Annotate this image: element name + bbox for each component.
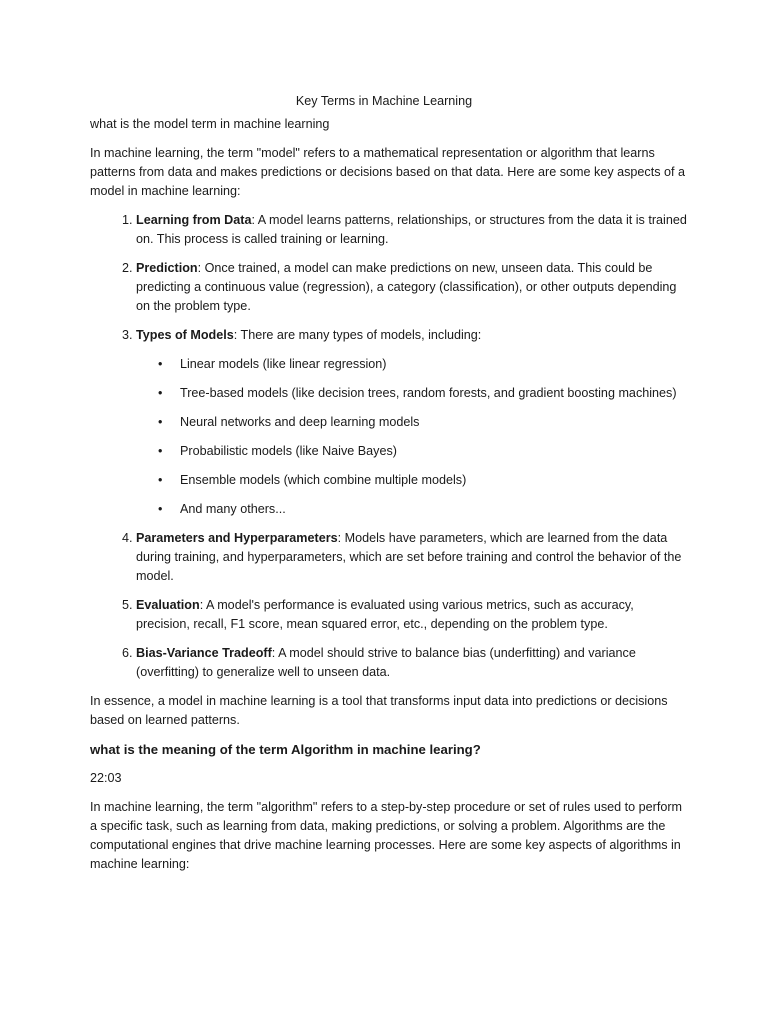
aspect-term: Prediction (136, 261, 198, 275)
question-model-term: what is the model term in machine learning (90, 117, 330, 131)
model-type-label: Neural networks and deep learning models (180, 415, 420, 429)
model-type-label: And many others... (180, 502, 286, 516)
aspect-text: : A model's performance is evaluated using various metrics, such as accuracy, precision, recall, F1 score, mean squared error, etc., depending on the problem type. (136, 598, 634, 631)
question-algorithm-heading: what is the meaning of the term Algorithm in machine learing? (90, 742, 481, 757)
bullet-icon: • (158, 415, 163, 429)
timestamp: 22:03 (90, 771, 122, 785)
aspect-term: Types of Models (136, 328, 234, 342)
bullet-icon: • (158, 386, 163, 400)
bullet-icon: • (158, 473, 163, 487)
model-type-item (158, 442, 688, 461)
aspect-item-learning (136, 211, 688, 249)
aspect-item-prediction (136, 259, 688, 316)
model-type-label: Probabilistic models (like Naive Bayes) (180, 444, 397, 458)
model-type-item (158, 500, 688, 519)
aspect-item-evaluation (136, 596, 688, 634)
model-type-label: Linear models (like linear regression) (180, 357, 387, 371)
aspect-term: Bias-Variance Tradeoff (136, 646, 272, 660)
document-title: Key Terms in Machine Learning (295, 94, 473, 108)
aspect-term: Parameters and Hyperparameters (136, 531, 338, 545)
aspect-text: : A model learns patterns, relationships, or structures from the data it is trained on. This process is called training or learning. (136, 213, 687, 246)
model-types-list (136, 355, 688, 519)
model-summary-paragraph: In essence, a model in machine learning is a tool that transforms input data into predictions or decisions based on learned patterns. (90, 694, 668, 727)
aspect-text: : There are many types of models, including: (233, 328, 482, 342)
model-type-item (158, 471, 688, 490)
model-type-label: Tree-based models (like decision trees, random forests, and gradient boosting machines) (180, 386, 677, 400)
aspect-term: Evaluation (136, 598, 200, 612)
model-aspects-list (90, 211, 688, 682)
model-type-item (158, 355, 688, 374)
model-type-label: Ensemble models (which combine multiple models) (180, 473, 467, 487)
aspect-text: : Once trained, a model can make predictions on new, unseen data. This could be predicting a continuous value (regression), a category (classification), or other outputs depending on the problem type. (136, 261, 677, 313)
aspect-term: Learning from Data (136, 213, 252, 227)
model-type-item (158, 384, 688, 403)
aspect-item-types (136, 326, 688, 519)
bullet-icon: • (158, 502, 163, 516)
aspect-text: : A model should strive to balance bias (underfitting) and variance (overfitting) to generalize well to unseen data. (136, 646, 636, 679)
aspect-item-parameters (136, 529, 688, 586)
bullet-icon: • (158, 444, 163, 458)
model-intro-paragraph: In machine learning, the term "model" refers to a mathematical representation or algorithm that learns patterns from data and makes predictions or decisions based on that data. Here are some key aspects of a model in machine learning: (90, 146, 686, 198)
aspect-text: : Models have parameters, which are learned from the data during training, and hyperparameters, which are set before training and control the behavior of the model. (136, 531, 682, 583)
aspect-item-bias-variance (136, 644, 688, 682)
model-type-item (158, 413, 688, 432)
algorithm-intro-paragraph: In machine learning, the term "algorithm" refers to a step-by-step procedure or set of rules used to perform a specific task, such as learning from data, making predictions, or solving a problem. Algorithms are the computational engines that drive machine learning processes. Here are some key aspects of algorithms in machine learning: (90, 800, 683, 871)
bullet-icon: • (158, 357, 163, 371)
